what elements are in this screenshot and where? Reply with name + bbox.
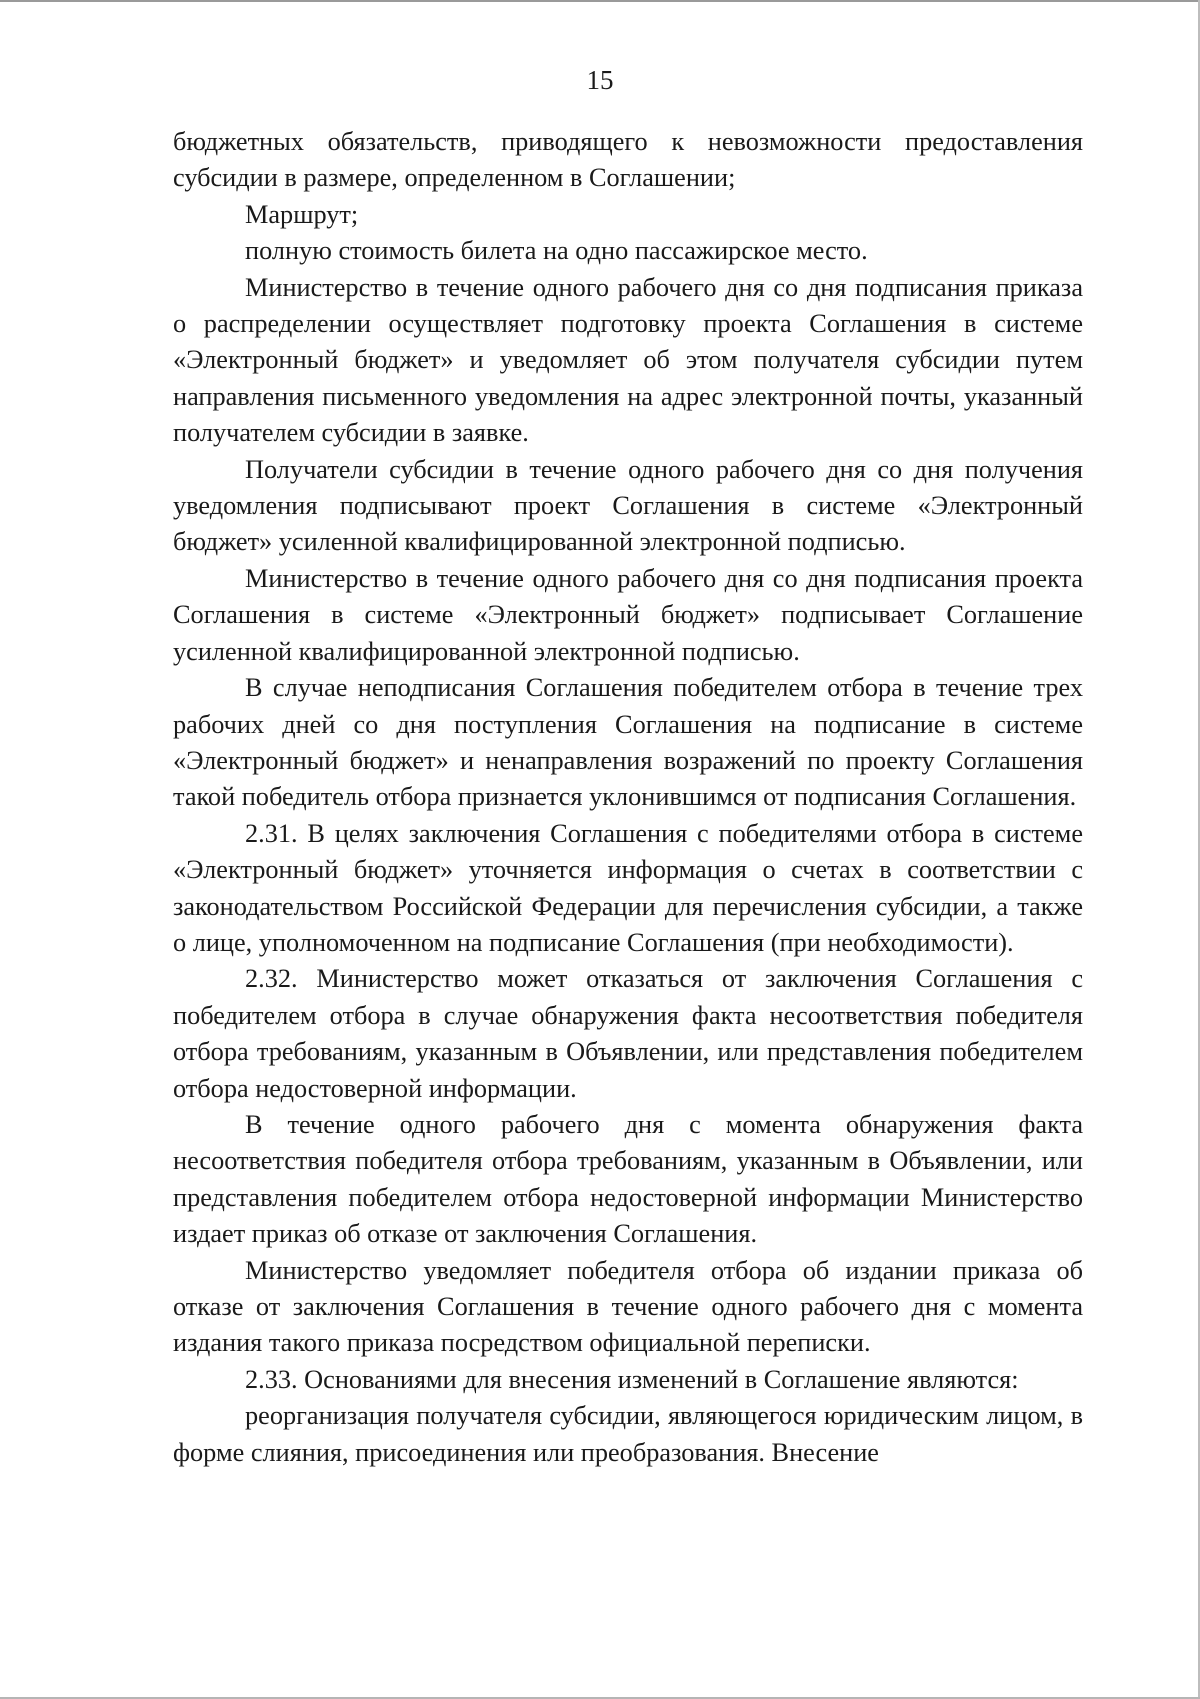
paragraph: бюджетных обязательств, приводящего к невозможности предоставления субсидии в размере, определенном в Соглашении;	[173, 127, 1083, 193]
scan-edge-top	[0, 0, 1200, 2]
paragraph: Маршрут;	[245, 199, 359, 229]
paragraph: В случае неподписания Соглашения победителем отбора в течение трех рабочих дней со дня поступления Соглашения на подписание в системе «Электронный бюджет» и ненаправления возражений по проекту Соглашения такой победитель отбора признается уклонившимся от подписания Соглашения.	[173, 673, 1083, 812]
paragraph: 2.33. Основаниями для внесения изменений в Соглашение являются:	[245, 1364, 1019, 1394]
paragraph: 2.31. В целях заключения Соглашения с победителями отбора в системе «Электронный бюджет» уточняется информация о счетах в соответствии с законодательством Российской Федерации для перечисления субсидии, а также о лице, уполномоченном на подписание Соглашения (при необходимости).	[173, 818, 1083, 957]
paragraph: Министерство в течение одного рабочего дня со дня подписания приказа о распределении осуществляет подготовку проекта Соглашения в системе «Электронный бюджет» и уведомляет об этом получателя субсидии путем направления письменного уведомления на адрес электронной почты, указанный получателем субсидии в заявке.	[173, 272, 1083, 448]
document-body	[173, 124, 1083, 1471]
paragraph: Получатели субсидии в течение одного рабочего дня со дня получения уведомления подписывают проект Соглашения в системе «Электронный бюджет» усиленной квалифицированной электронной подписью.	[173, 454, 1083, 557]
paragraph: реорганизация получателя субсидии, являющегося юридическим лицом, в форме слияния, присоединения или преобразования. Внесение	[173, 1401, 1083, 1467]
paragraph: полную стоимость билета на одно пассажирское место.	[245, 236, 868, 266]
paragraph: Министерство в течение одного рабочего дня со дня подписания проекта Соглашения в системе «Электронный бюджет» подписывает Соглашение усиленной квалифицированной электронной подписью.	[173, 563, 1083, 666]
paragraph: В течение одного рабочего дня с момента обнаружения факта несоответствия победителя отбора требованиям, указанным в Объявлении, или представления победителем отбора недостоверной информации Министерство издает приказ об отказе от заключения Соглашения.	[173, 1109, 1083, 1249]
paragraph: Министерство уведомляет победителя отбора об издании приказа об отказе от заключения Соглашения в течение одного рабочего дня с момента издания такого приказа посредством официальной переписки.	[173, 1255, 1083, 1358]
paragraph: 2.32. Министерство может отказаться от заключения Соглашения с победителем отбора в случае обнаружения факта несоответствия победителя отбора требованиям, указанным в Объявлении, или представления победителем отбора недостоверной информации.	[173, 964, 1083, 1103]
page-number: 15	[586, 65, 614, 95]
